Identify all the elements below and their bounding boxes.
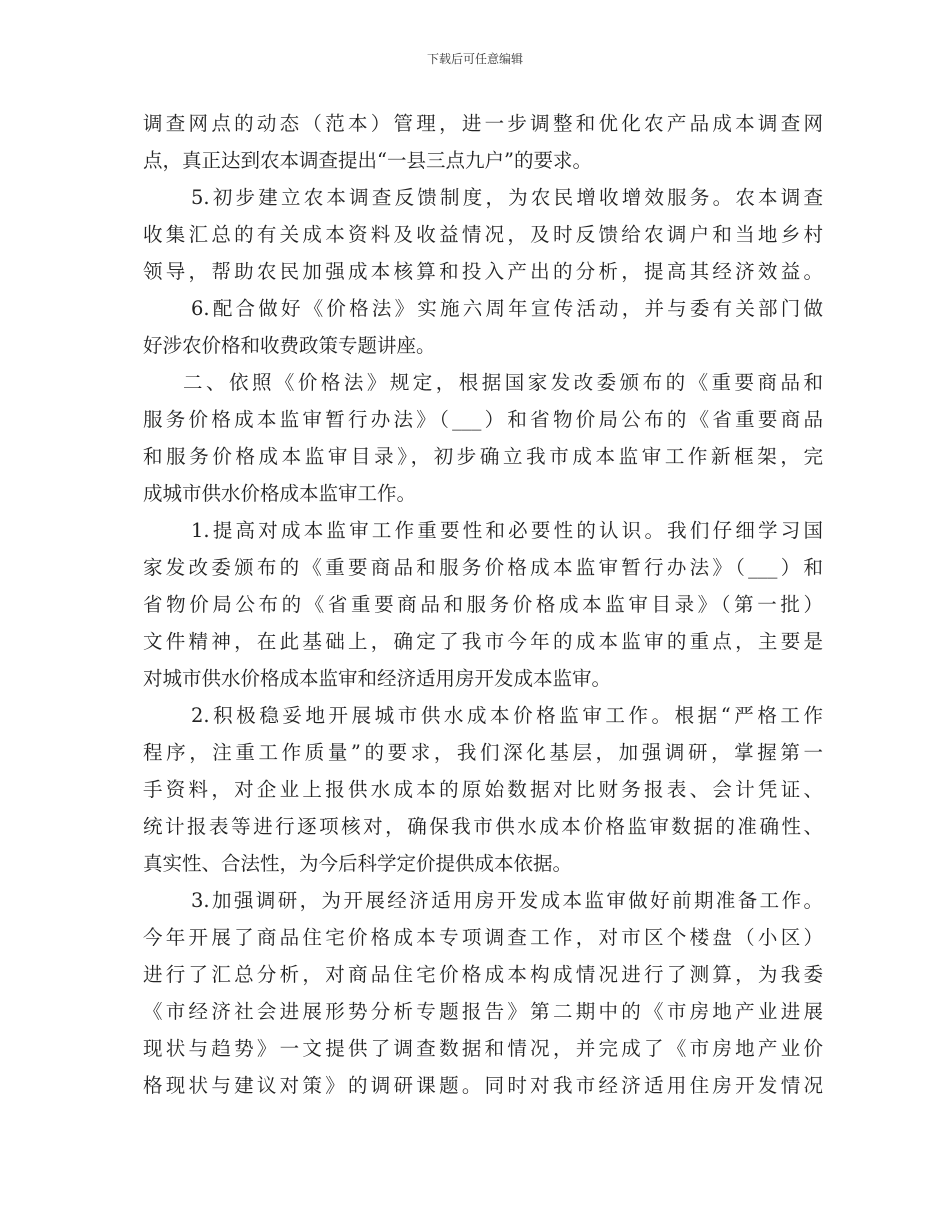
text-line: 格现状与建议对策》的调研课题。同时对我市经济适用住房开发情况 [143,1074,823,1097]
text-line: 《市经济社会进展形势分析专题报告》第二期中的《市房地产业进展 [143,1000,823,1023]
page-header: 下载后可任意编辑 [426,52,523,66]
text-line: 调查网点的动态（范本）管理，进一步调整和优化农产品成本调查网 [143,112,823,135]
text-line: 2.积极稳妥地开展城市供水成本价格监审工作。根据“严格工作 [191,704,823,727]
text-line: 和服务价格成本监审目录》，初步确立我市成本监审工作新框架，完 [143,445,823,468]
text-line: 家发改委颁布的《重要商品和服务价格成本监审暂行办法》（___）和 [143,556,823,579]
text-line: 服务价格成本监审暂行办法》（___）和省物价局公布的《省重要商品 [143,408,823,431]
text-line: 收集汇总的有关成本资料及收益情况，及时反馈给农调户和当地乡村 [143,223,823,246]
text-line: 文件精神，在此基础上，确定了我市今年的成本监审的重点，主要是 [143,630,823,653]
text-line: 成城市供水价格成本监审工作。 [143,482,417,505]
text-line: 对城市供水价格成本监审和经济适用房开发成本监审。 [143,667,612,690]
text-line: 5.初步建立农本调查反馈制度，为农民增收增效服务。农本调查 [191,186,823,209]
text-line: 二、依照《价格法》规定，根据国家发改委颁布的《重要商品和 [183,371,823,394]
text-line: 手资料，对企业上报供水成本的原始数据对比财务报表、会计凭证、 [143,778,823,801]
text-line: 今年开展了商品住宅价格成本专项调查工作，对市区个楼盘（小区） [143,926,823,949]
document-body [143,105,823,1104]
text-line: 程序，注重工作质量”的要求，我们深化基层，加强调研，掌握第一 [143,741,823,764]
text-line: 领导，帮助农民加强成本核算和投入产出的分析，提高其经济效益。 [143,260,823,283]
text-line: 1.提高对成本监审工作重要性和必要性的认识。我们仔细学习国 [191,519,823,542]
text-line: 统计报表等进行逐项核对，确保我市供水成本价格监审数据的准确性、 [143,815,823,838]
text-line: 进行了汇总分析，对商品住宅价格成本构成情况进行了测算，为我委 [143,963,823,986]
text-line: 真实性、合法性，为今后科学定价提供成本依据。 [143,852,573,875]
text-line: 点，真正达到农本调查提出“一县三点九户”的要求。 [143,149,592,172]
text-line: 省物价局公布的《省重要商品和服务价格成本监审目录》（第一批） [143,593,823,616]
text-line: 6.配合做好《价格法》实施六周年宣传活动，并与委有关部门做 [191,297,823,320]
text-line: 现状与趋势》一文提供了调查数据和情况，并完成了《市房地产业价 [143,1037,823,1060]
text-line: 3.加强调研，为开展经济适用房开发成本监审做好前期准备工作。 [191,889,823,912]
text-line: 好涉农价格和收费政策专题讲座。 [143,334,436,357]
